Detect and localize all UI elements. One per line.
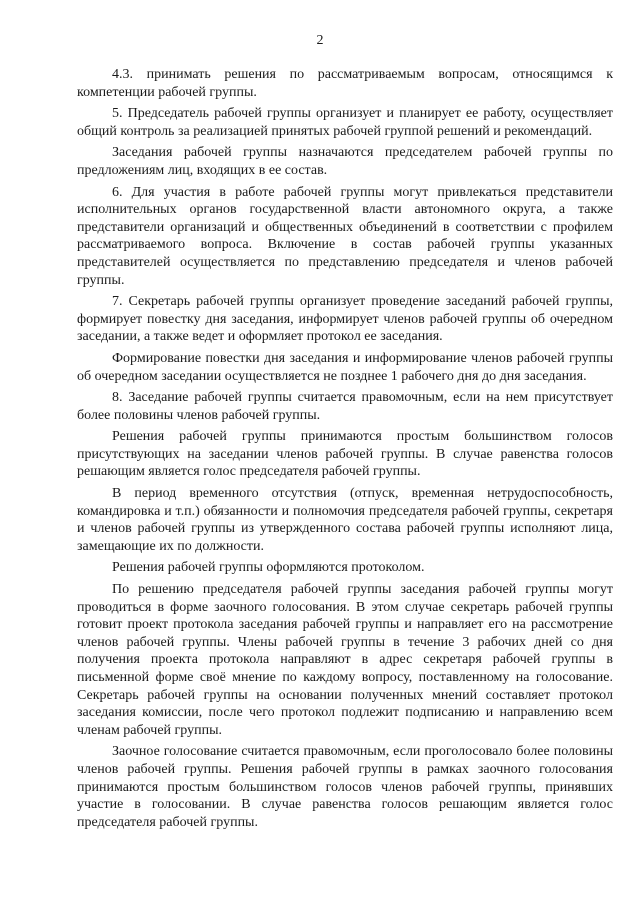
paragraph-8: 8. Заседание рабочей группы считается правомочным, если на нем присутствует более половины членов рабочей группы. [77,390,613,423]
page-number: 2 [316,33,324,48]
paragraph-8-protocol: Решения рабочей группы оформляются протоколом. [112,560,425,576]
paragraph-7: 7. Секретарь рабочей группы организует проведение заседаний рабочей группы, формирует повестку дня заседания, информирует членов рабочей группы об очередном заседании, а также ведет и оформляет протокол ее заседания. [77,294,613,345]
paragraph-4-3: 4.3. принимать решения по рассматриваемым вопросам, относящимся к компетенции рабочей группы. [77,67,613,100]
paragraph-8-decisions: Решения рабочей группы принимаются простым большинством голосов присутствующих на заседании членов рабочей группы. В случае равенства голосов решающим является голос председателя рабочей группы. [77,429,613,480]
paragraph-5: 5. Председатель рабочей группы организует и планирует ее работу, осуществляет общий контроль за реализацией принятых рабочей группой решений и рекомендаций. [77,106,613,139]
paragraph-8-absentee-vote: По решению председателя рабочей группы заседания рабочей группы могут проводиться в форме заочного голосования. В этом случае секретарь рабочей группы готовит проект протокола заседания рабочей группы и направляет его на рассмотрение членов рабочей группы. Члены рабочей группы в течение 3 рабочих дней со дня получения проекта протокола направляют в адрес секретаря рабочей группы в письменной форме своё мнение по каждому вопросу, поставленному на голосование. Секретарь рабочей группы на основании полученных мнений составляет протокол заседания комиссии, после чего протокол подлежит подписанию и направлению всем членам рабочей группы. [77,582,613,738]
paragraph-8-absence: В период временного отсутствия (отпуск, временная нетрудоспособность, командировка и т.п.) обязанности и полномочия председателя рабочей группы, секретаря и членов рабочей группы из утвержденного состава рабочей группы исполняют лица, замещающие их по должности. [77,486,613,554]
document-body [77,66,613,835]
paragraph-8-absentee-quorum: Заочное голосование считается правомочным, если проголосовало более половины членов рабочей группы. Решения рабочей группы в рамках заочного голосования принимаются простым большинством голосов членов рабочей группы, принявших участие в голосовании. В случае равенства голосов решающим является голос председателя рабочей группы. [77,744,613,830]
paragraph-5-meetings: Заседания рабочей группы назначаются председателем рабочей группы по предложениям лиц, входящих в ее состав. [77,145,613,178]
paragraph-6: 6. Для участия в работе рабочей группы могут привлекаться представители исполнительных органов государственной власти автономного округа, а также представители организаций и общественных объединений в соответствии с профилем рассматриваемого вопроса. Включение в состав рабочей группы указанных представителей осуществляется по представлению председателя и членов рабочей группы. [77,184,613,288]
paragraph-7-agenda: Формирование повестки дня заседания и информирование членов рабочей группы об очередном заседании осуществляется не позднее 1 рабочего дня до дня заседания. [77,350,613,384]
